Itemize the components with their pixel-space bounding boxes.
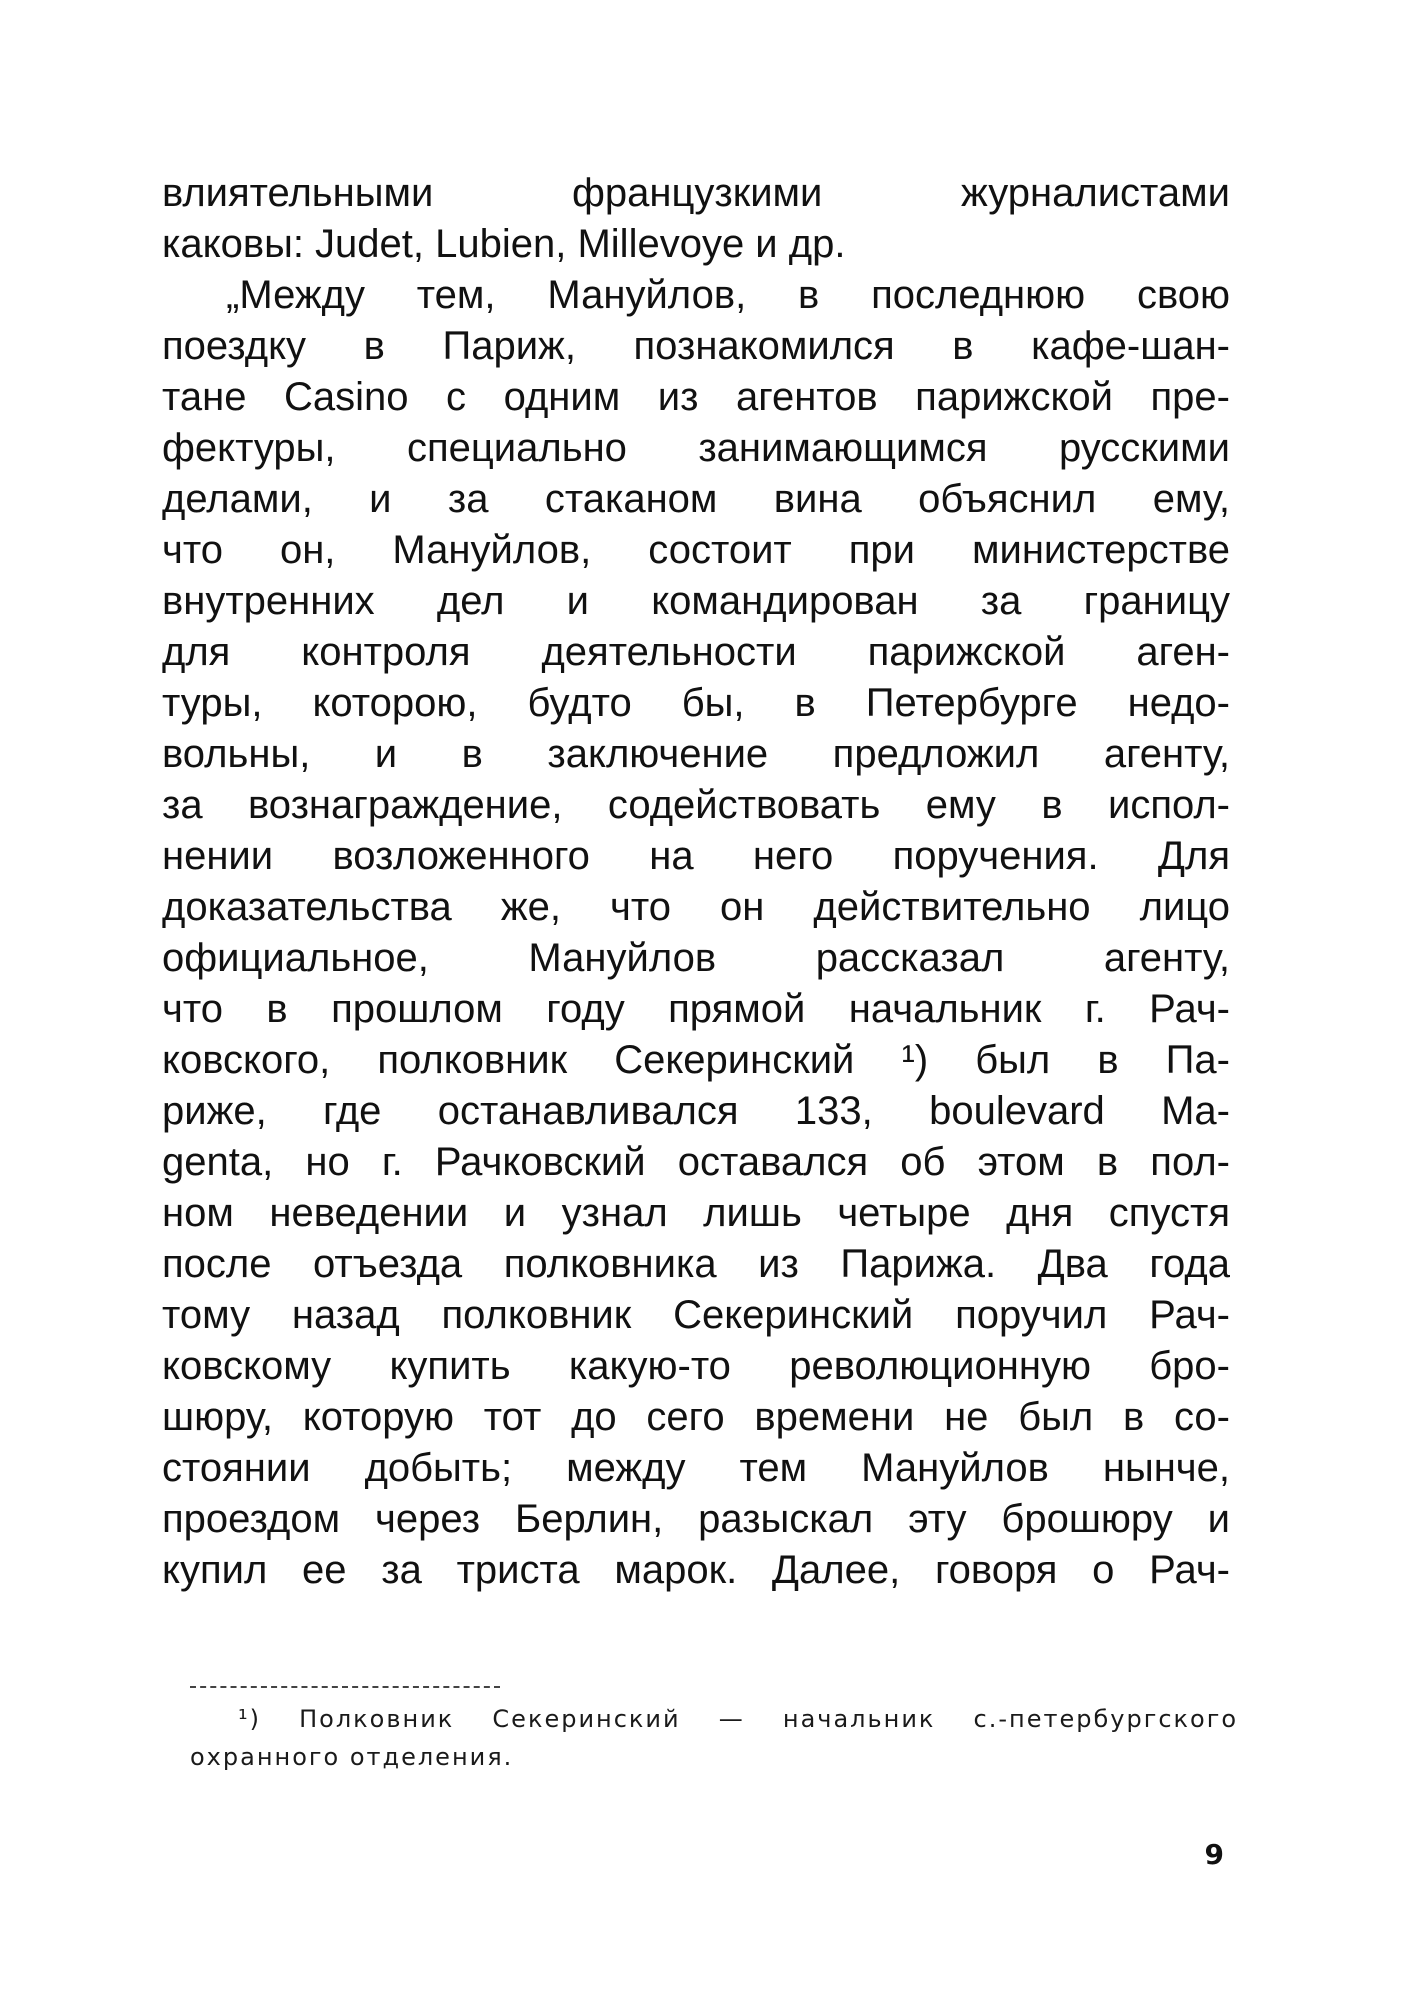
body-line: проездом через Берлин, разыскал эту брошюру и [162, 1497, 1230, 1541]
body-line: поездку в Париж, познакомился в кафе-шан- [162, 324, 1230, 368]
body-line: стоянии добыть; между тем Мануйлов нынче, [162, 1446, 1230, 1490]
page-number: 9 [1204, 1838, 1224, 1871]
body-line: делами, и за стаканом вина объяснил ему, [162, 477, 1230, 521]
footnote-divider [190, 1686, 500, 1688]
footnote-line: ¹) Полковник Секеринский — начальник с.-петербургского [238, 1705, 1238, 1733]
body-line: тане Casino с одним из агентов парижской пре- [162, 375, 1230, 419]
body-line: нении возложенного на него поручения. Для [162, 834, 1230, 878]
body-line: каковы: Judet, Lubien, Millevoye и др. [162, 222, 846, 266]
body-line: официальное, Мануйлов рассказал агенту, [162, 936, 1230, 980]
body-line: что он, Мануйлов, состоит при министерстве [162, 528, 1230, 572]
body-line: шюру, которую тот до сего времени не был в со- [162, 1395, 1230, 1439]
body-line: доказательства же, что он действительно лицо [162, 885, 1230, 929]
body-line: туры, которою, будто бы, в Петербурге недо- [162, 681, 1230, 725]
body-line: genta, но г. Рачковский оставался об этом в пол- [162, 1140, 1230, 1184]
body-line: ковского, полковник Секеринский ¹) был в Па- [162, 1038, 1230, 1082]
footnote-block [190, 1700, 1238, 1776]
body-line: влиятельными французкими журналистами [162, 171, 1230, 215]
body-line: для контроля деятельности парижской аген- [162, 630, 1230, 674]
footnote-line: охранного отделения. [190, 1743, 514, 1771]
body-line: фектуры, специально занимающимся русскими [162, 426, 1230, 470]
body-line: вольны, и в заключение предложил агенту, [162, 732, 1230, 776]
body-line: ном неведении и узнал лишь четыре дня спустя [162, 1191, 1230, 1235]
body-line: что в прошлом году прямой начальник г. Рач- [162, 987, 1230, 1031]
body-line: внутренних дел и командирован за границу [162, 579, 1230, 623]
body-line: тому назад полковник Секеринский поручил Рач- [162, 1293, 1230, 1337]
body-line: за вознаграждение, содействовать ему в испол- [162, 783, 1230, 827]
body-line: риже, где останавливался 133, boulevard Ma- [162, 1089, 1230, 1133]
body-line: ковскому купить какую-то революционную бро- [162, 1344, 1230, 1388]
body-line: купил ее за триста марок. Далее, говоря о Рач- [162, 1548, 1230, 1592]
body-line: „Между тем, Мануйлов, в последнюю свою [226, 273, 1230, 317]
body-text [162, 168, 1230, 1596]
body-line: после отъезда полковника из Парижа. Два года [162, 1242, 1230, 1286]
